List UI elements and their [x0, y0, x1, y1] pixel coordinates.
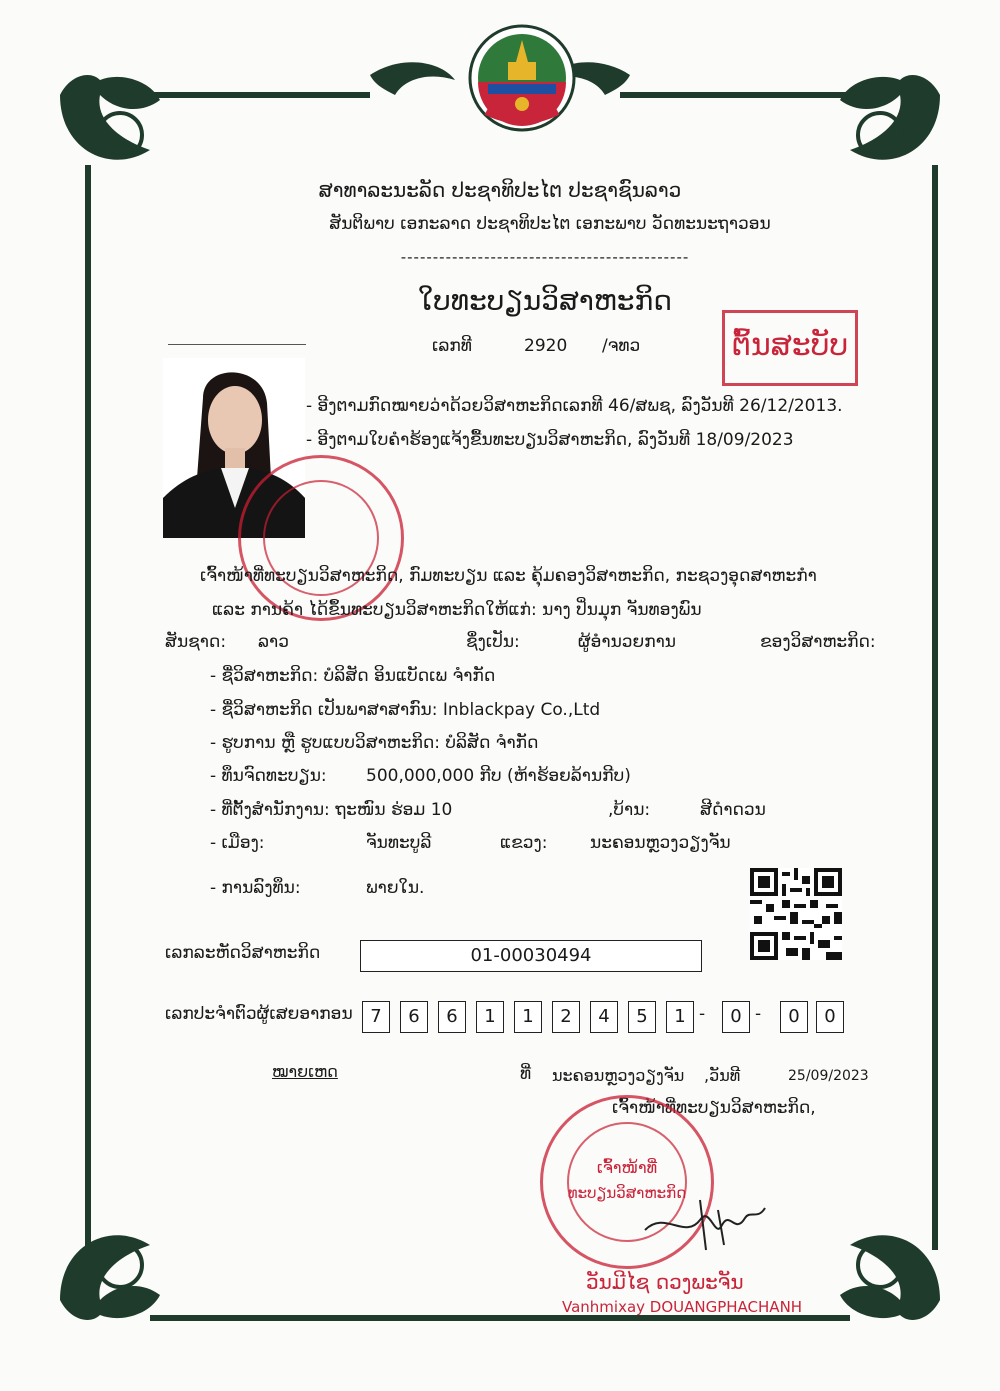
- village-value: ສີດໍາດວນ: [700, 800, 766, 820]
- capital-label: - ທຶນຈົດທະບຽນ:: [210, 766, 327, 786]
- signatory-name-latin: Vanhmixay DOUANGPHACHANH: [562, 1298, 803, 1316]
- investment-value: ພາຍໃນ.: [366, 878, 425, 898]
- enterprise-type: - ຮູບການ ຫຼື ຮູບແບບວິສາຫະກິດ: ບໍລິສັດ ຈໍາກັດ: [210, 733, 539, 753]
- issue-date: 25/09/2023: [788, 1068, 869, 1084]
- tax-id-digit: 0: [780, 1001, 808, 1033]
- village-label: ,ບ້ານ:: [608, 800, 651, 820]
- tax-id-digit: 5: [628, 1001, 656, 1033]
- document-title: ໃບທະບຽນວິສາຫະກິດ: [417, 284, 673, 317]
- seal-text-line-1: ເຈົ້າໜ້າທີ່: [596, 1158, 658, 1177]
- capital-value: 500,000,000 ກີບ (ຫ້າຮ້ອຍລ້ານກີບ): [366, 766, 631, 786]
- tax-id-digit: 6: [400, 1001, 428, 1033]
- district-value: ຈັນທະບູລີ: [366, 833, 432, 853]
- statement-line-1: ເຈົ້າໜ້າທີ່ທະບຽນວິສາຫະກິດ, ກົມທະບຽນ ແລະ ຄຸ້ມຄອງວິສາຫະກິດ, ກະຊວງອຸດສາຫະກໍາ: [200, 566, 817, 586]
- nationality-label: ສັນຊາດ:: [165, 632, 227, 652]
- tax-id-digit: 2: [552, 1001, 580, 1033]
- date-label: ,ວັນທີ: [704, 1066, 741, 1085]
- photo-seal: [238, 455, 404, 621]
- officer-title: ເຈົ້າໜ້າທີ່ທະບຽນວິສາຫະກິດ,: [612, 1098, 816, 1118]
- tax-id-digit: 0: [722, 1001, 750, 1033]
- original-stamp: ຕົ້ນສະບັບ: [722, 310, 858, 386]
- qr-code: [750, 868, 842, 960]
- note-label: ໝາຍເຫດ: [272, 1062, 338, 1081]
- statement-line-2: ແລະ ການຄ້າ ໄດ້ຂຶ້ນທະບຽນວິສາຫະກິດໃຫ້ແກ່: ນາງ ປິ່ນມຸກ ຈັນທອງພົນ: [212, 600, 702, 620]
- registration-number: 2920: [524, 336, 568, 356]
- enterprise-name: - ຊື່ວິສາຫະກິດ: ບໍລິສັດ ອິນແບັດເພ ຈໍາກັດ: [210, 666, 496, 686]
- office-address: - ທີ່ຕັ້ງສໍານັກງານ: ຖະໜົນ ຮ່ອມ 10: [210, 800, 453, 820]
- enterprise-name-international: - ຊື່ວິສາຫະກິດ ເປັນພາສາສາກົນ: Inblackpay Co.,Ltd: [210, 700, 601, 720]
- tax-id-digit: 1: [514, 1001, 542, 1033]
- province-value: ນະຄອນຫຼວງວຽງຈັນ: [590, 833, 731, 853]
- tax-id-label: ເລກປະຈໍາຕົວຜູ້ເສຍອາກອນ: [165, 1004, 353, 1024]
- investment-label: - ການລົງທຶນ:: [210, 878, 301, 898]
- enterprise-code-label: ເລກລະຫັດວິສາຫະກິດ: [165, 943, 321, 963]
- tax-id-dash: -: [755, 1004, 762, 1024]
- province-label: ແຂວງ:: [500, 833, 548, 853]
- reference-law: - ອີງຕາມກົດໝາຍວ່າດ້ວຍວິສາຫະກິດເລກທີ 46/ສພຊ, ລົງວັນທີ 26/12/2013.: [306, 396, 843, 416]
- tax-id-digit: 1: [476, 1001, 504, 1033]
- position-label: ຊຶ່ງເປັນ:: [466, 632, 520, 652]
- officer-signature: [640, 1190, 770, 1260]
- number-label: ເລກທີ: [432, 336, 472, 356]
- district-label: - ເມືອງ:: [210, 833, 265, 853]
- place-value: ນະຄອນຫຼວງວຽງຈັນ: [552, 1066, 685, 1085]
- position-value: ຜູ້ອໍານວຍການ: [578, 632, 676, 652]
- tax-id-digit: 4: [590, 1001, 618, 1033]
- signatory-name-lao: ວັນມີໄຊ ດວງພະຈັນ: [586, 1270, 744, 1294]
- tax-id-digit: 7: [362, 1001, 390, 1033]
- header-divider: ---------------------------------------------: [400, 248, 690, 266]
- number-suffix: /ຈທວ: [602, 336, 641, 356]
- national-motto: ສັນຕິພາບ ເອກະລາດ ປະຊາທິປະໄຕ ເອກະພາບ ວັດທະນະຖາວອນ: [329, 214, 771, 234]
- tax-id-digit: 6: [438, 1001, 466, 1033]
- place-at-label: ທີ່: [520, 1064, 532, 1084]
- photo-separator: [168, 344, 306, 345]
- tax-id-digit: 1: [666, 1001, 694, 1033]
- tax-id-digit: 0: [816, 1001, 844, 1033]
- enterprise-code-box: 01-00030494: [360, 940, 702, 972]
- nationality-value: ລາວ: [258, 632, 289, 652]
- reference-application: - ອີງຕາມໃບຄໍາຮ້ອງແຈ້ງຂື້ນທະບຽນວິສາຫະກິດ, ລົງວັນທີ 18/09/2023: [306, 430, 794, 450]
- tax-id-dash: -: [699, 1004, 706, 1024]
- seal-text-line-2: ທະບຽນວິສາຫະກິດ: [567, 1184, 687, 1202]
- national-emblem: [466, 22, 578, 134]
- country-name: ສາທາລະນະລັດ ປະຊາທິປະໄຕ ປະຊາຊົນລາວ: [318, 178, 682, 202]
- enterprise-of-label: ຂອງວິສາຫະກິດ:: [760, 632, 876, 652]
